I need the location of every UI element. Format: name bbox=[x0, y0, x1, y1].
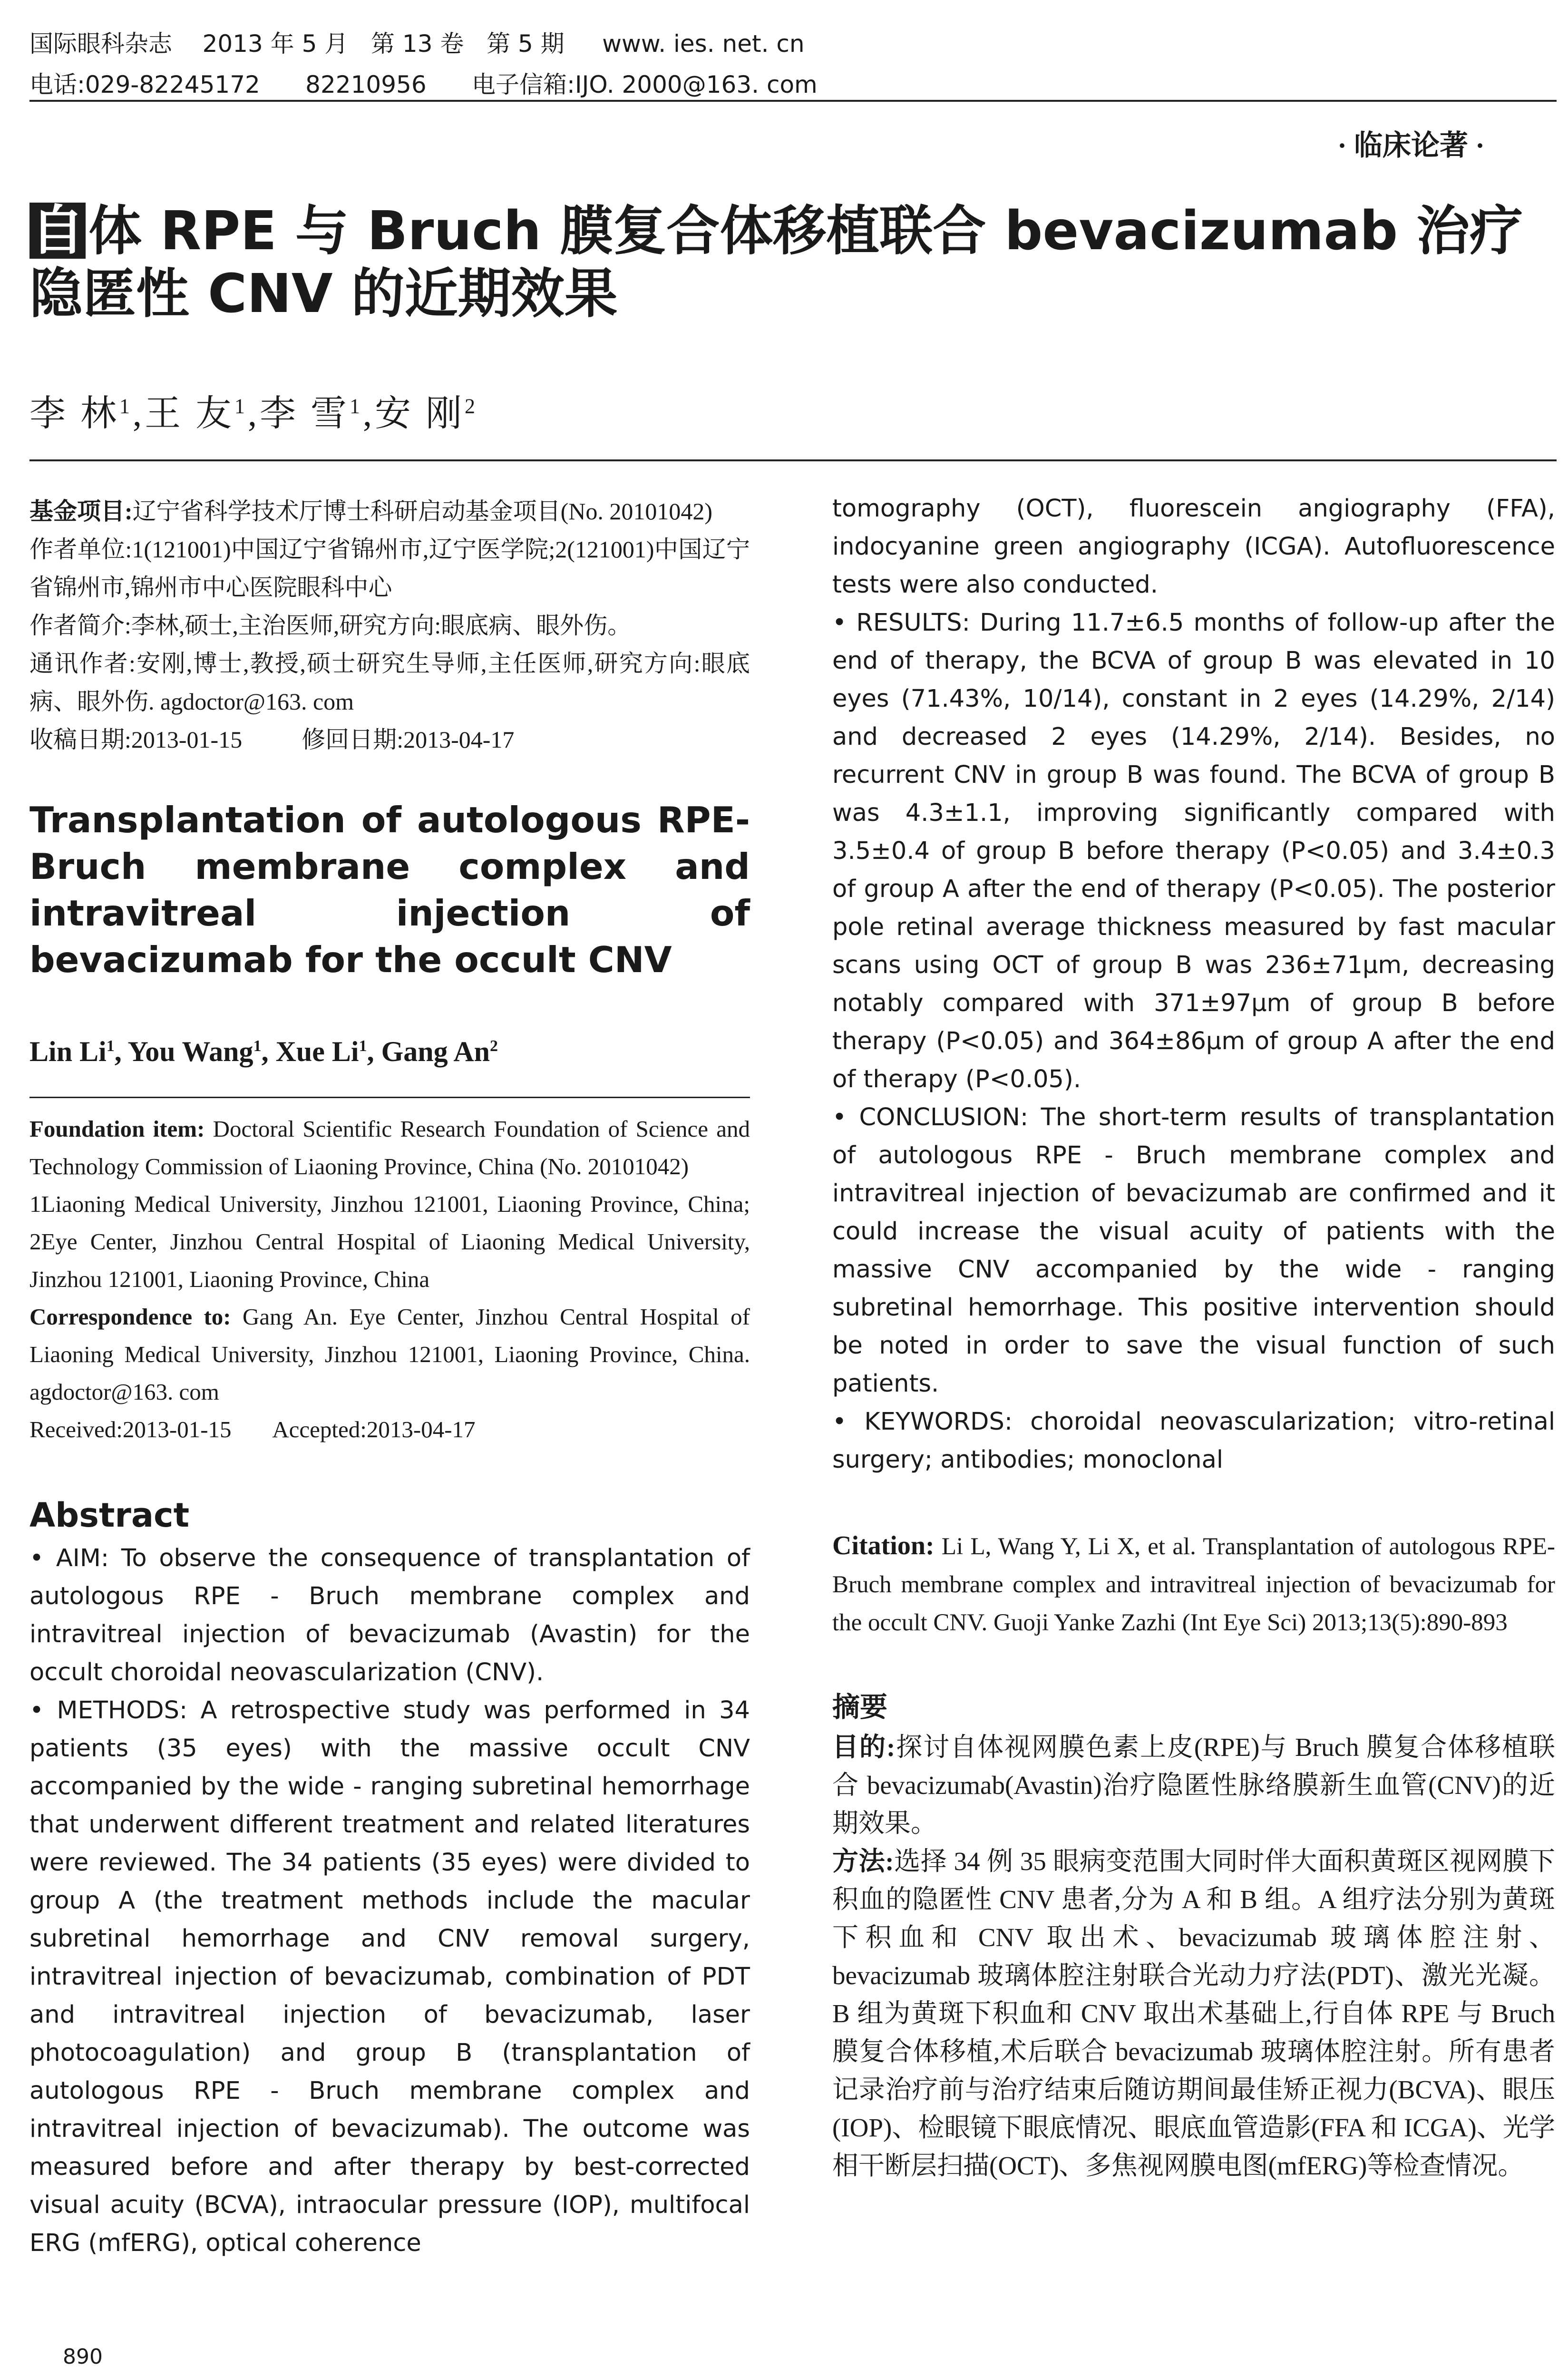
authors-cn: 李 林$^1$,王 友$^1$,李 雪$^1$,安 刚$^2$ bbox=[29, 394, 478, 434]
affil-divider bbox=[29, 1097, 750, 1098]
header-divider bbox=[29, 100, 1557, 102]
author-name: 王 友 bbox=[145, 394, 234, 434]
author-name: 安 刚 bbox=[375, 394, 465, 434]
journal-header-line1: 国际眼科杂志 2013 年 5 月 第 13 卷 第 5 期 www. ies. net. cn bbox=[29, 30, 805, 58]
page-number: 890 bbox=[63, 2345, 103, 2369]
dates-cn: 收稿日期:2013-01-15 修回日期:2013-04-17 bbox=[29, 726, 515, 753]
author-affil-mark: 1 bbox=[119, 394, 133, 418]
author-affil-mark: 1 bbox=[234, 394, 248, 418]
dates-en: Received:2013-01-15 Accepted:2013-04-17 bbox=[29, 1416, 476, 1442]
section-tag: · 临床论著 · bbox=[1337, 130, 1485, 161]
author-affil-mark: 2 bbox=[465, 394, 478, 418]
abstract-heading: Abstract bbox=[29, 1496, 190, 1535]
left-column bbox=[29, 492, 750, 2262]
author-name: 李 林 bbox=[29, 394, 119, 434]
article-title bbox=[29, 200, 1551, 325]
bio-cn: 作者简介:李林,硕士,主治医师,研究方向:眼底病、眼外伤。 bbox=[29, 612, 632, 639]
title-first-char: 自 bbox=[29, 203, 86, 259]
fund-info-cn bbox=[29, 492, 750, 759]
zh-abstract-methods: 方法:选择 34 例 35 眼病变范围大同时伴大面积黄斑区视网膜下积血的隐匿性 CNV 患者,分为 A 和 B 组。A 组疗法分别为黄斑下积血和 CNV 取出术、bevacizumab 玻璃体腔注射、bevacizumab 玻璃体腔注射联合光动力疗法(PDT)、激光光凝。B 组为黄斑下积血和 CNV 取出术基础上,行自体 RPE 与 Bruch 膜复合体移植,术后联合 bevacizumab 玻璃体腔注射。所有患者记录治疗前与治疗结束后随访期间最佳矫正视力(BCVA)、眼压(IOP)、检眼镜下眼底情况、眼底血管造影(FFA 和 ICGA)、光学相干断层扫描(OCT)、多焦视网膜电图(mfERG)等检查情况。 bbox=[832, 1847, 1555, 2180]
title-rest: 体 RPE 与 Bruch 膜复合体移植联合 bevacizumab 治疗隐匿性 CNV 的近期效果 bbox=[29, 200, 1523, 325]
affiliations-en bbox=[29, 1110, 750, 1448]
corr-cn: 通讯作者:安刚,博士,教授,硕士研究生导师,主任医师,研究方向:眼底病、眼外伤. agdoctor@163. com bbox=[29, 650, 750, 715]
abstract-keywords: • KEYWORDS: choroidal neovascularization; vitro-retinal surgery; antibodies; monoclonal bbox=[832, 1408, 1555, 1474]
correspondence-en: Correspondence to: Gang An. Eye Center, Jinzhou Central Hospital of Liaoning Medical University, Jinzhou 121001, Liaoning Province, China. agdoctor@163. com bbox=[29, 1304, 750, 1405]
foundation-cn: 基金项目:辽宁省科学技术厅博士科研启动基金项目(No. 20101042) bbox=[29, 498, 713, 525]
citation: Citation: Li L, Wang Y, Li X, et al. Transplantation of autologous RPE-Bruch membrane complex and intravitreal injection of bevacizumab for the occult CNV. Guoji Yanke Zazhi (Int Eye Sci) 2013;13(5):890-893 bbox=[832, 1531, 1555, 1636]
author-name: 李 雪 bbox=[260, 394, 350, 434]
abstract-methods-cont: tomography (OCT), fluorescein angiography (FFA), indocyanine green angiography (ICGA). Autofluorescence tests were also conducted. bbox=[832, 495, 1555, 599]
abstract-conclusion: • CONCLUSION: The short-term results of transplantation of autologous RPE - Bruch membrane complex and intravitreal injection of bevacizumab are confirmed and it could increase the visual acuity of patients with the massive CNV accompanied by the wide - ranging subretinal hemorrhage. This positive intervention should be noted in order to save the visual function of such patients. bbox=[832, 1103, 1555, 1398]
journal-header-line2: 电话:029-82245172 82210956 电子信箱:IJO. 2000@163. com bbox=[29, 71, 818, 98]
abstract-methods: • METHODS: A retrospective study was performed in 34 patients (35 eyes) with the massive occult CNV accompanied by the wide - ranging subretinal hemorrhage that underwent different treatment and related literatures were reviewed. The 34 patients (35 eyes) were divided to group A (the treatment methods include the macular subretinal hemorrhage and CNV removal surgery, intravitreal injection of bevacizumab, combination of PDT and intravitreal injection of bevacizumab, laser photocoagulation) and group B (transplantation of autologous RPE - Bruch membrane complex and intravitreal injection of bevacizumab). The outcome was measured before and after therapy by best-corrected visual acuity (BCVA), intraocular pressure (IOP), multifocal ERG (mfERG), optical coherence bbox=[29, 1696, 750, 2257]
right-column bbox=[832, 490, 1555, 2185]
author-affil-mark: 1 bbox=[350, 394, 363, 418]
unit-cn: 作者单位:1(121001)中国辽宁省锦州市,辽宁医学院;2(121001)中国辽宁省锦州市,锦州市中心医院眼科中心 bbox=[29, 536, 750, 601]
zh-abstract-heading: 摘要 bbox=[832, 1692, 888, 1723]
foundation-en: Foundation item: Doctoral Scientific Research Foundation of Science and Technology Commission of Liaoning Province, China (No. 20101042) bbox=[29, 1116, 750, 1179]
zh-abstract-aim: 目的:探讨自体视网膜色素上皮(RPE)与 Bruch 膜复合体移植联合 bevacizumab(Avastin)治疗隐匿性脉络膜新生血管(CNV)的近期效果。 bbox=[832, 1733, 1555, 1838]
affiliation-list: 1Liaoning Medical University, Jinzhou 121001, Liaoning Province, China; 2Eye Center, Jinzhou Central Hospital of Liaoning Medical University, Jinzhou 121001, Liaoning Province, China bbox=[29, 1191, 750, 1292]
english-title: Transplantation of autologous RPE-Bruch membrane complex and intravitreal injection of bevacizumab for the occult CNV bbox=[29, 799, 750, 981]
abstract-aim: • AIM: To observe the consequence of transplantation of autologous RPE - Bruch membrane complex and intravitreal injection of bevacizumab (Avastin) for the occult choroidal neovascularization (CNV). bbox=[29, 1544, 750, 1686]
title-divider bbox=[29, 459, 1557, 461]
authors-en: Lin Li$^1$, You Wang$^1$, Xue Li$^1$, Gang An$^2$ bbox=[29, 1036, 498, 1067]
abstract-results: • RESULTS: During 11.7±6.5 months of follow-up after the end of therapy, the BCVA of group B was elevated in 10 eyes (71.43%, 10/14), constant in 2 eyes (14.29%, 2/14) and decreased 2 eyes (14.29%, 2/14). Besides, no recurrent CNV in group B was found. The BCVA of group B was 4.3±1.1, improving significantly compared with 3.5±0.4 of group B before therapy (P<0.05) and 3.4±0.3 of group A after the end of therapy (P<0.05). The posterior pole retinal average thickness measured by fast macular scans using OCT of group B was 236±71μm, decreasing notably compared with 371±97μm of group B before therapy (P<0.05) and 364±86μm of group A after the end of therapy (P<0.05). bbox=[832, 609, 1555, 1093]
